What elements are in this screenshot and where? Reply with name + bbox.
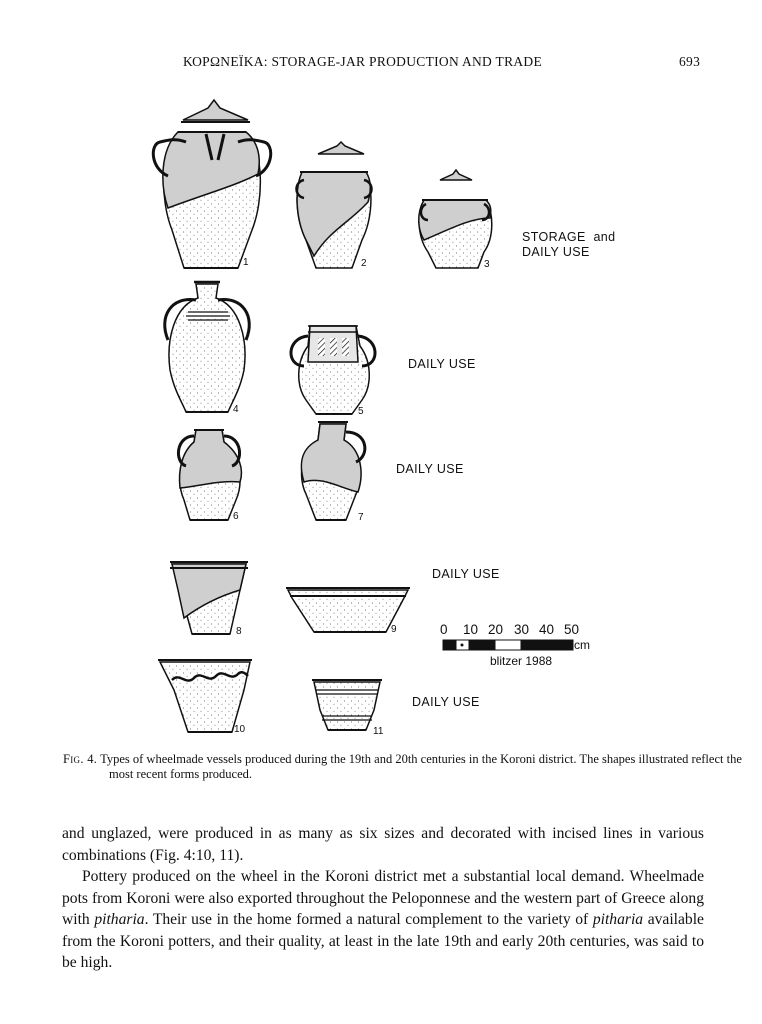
- vessel-number-5: 5: [358, 406, 364, 417]
- scale-tick: 0: [440, 622, 448, 637]
- scale-unit: cm: [574, 638, 590, 652]
- vessel-number-11: 11: [373, 726, 384, 737]
- vessel-3: [419, 170, 492, 268]
- scale-tick: 40: [539, 622, 555, 637]
- scale-tick: 20: [488, 622, 504, 637]
- paragraph-2-part-a: Pottery produced on the wheel in the Koroni district met a substantial local demand. Wheelmade pots from Koroni were also exported throughout the Peloponnese and the western part of Greece along with: [62, 868, 704, 928]
- page-number: 693: [679, 54, 701, 69]
- figure-caption: [63, 752, 754, 782]
- vessel-number-4: 4: [233, 404, 239, 415]
- use-label-row5: DAILY USE: [412, 695, 480, 709]
- paragraph-2-part-b: . Their use in the home formed a natural complement to the variety of: [144, 911, 593, 928]
- vessel-number-3: 3: [484, 259, 490, 270]
- use-label-storage-line2: DAILY USE: [522, 245, 590, 259]
- paragraph-1: and unglazed, were produced in as many as six sizes and decorated with incised lines in various combinations (Fig. 4:10, 11).: [62, 825, 704, 864]
- use-label-row4: DAILY USE: [432, 567, 500, 581]
- use-label-storage-line1: STORAGE and: [522, 230, 616, 244]
- use-label-row2: DAILY USE: [408, 357, 476, 371]
- scale-tick: 50: [564, 622, 580, 637]
- paragraph-2-part-c: available from the Koroni potters, and their quality, at least in the late 19th and early 20th centuries, was said to be high.: [62, 911, 704, 971]
- running-head: [0, 54, 762, 74]
- paragraph-2: [62, 866, 704, 974]
- pitharia-term-1: pitharia: [94, 911, 145, 928]
- caption-label: Fig. 4.: [63, 752, 98, 766]
- vessel-number-6: 6: [233, 511, 239, 522]
- body-text: [62, 823, 704, 974]
- vessel-4: [165, 282, 250, 412]
- scale-tick: 10: [463, 622, 479, 637]
- vessel-2: [297, 142, 372, 268]
- vessel-7: [301, 422, 365, 520]
- caption-text: Types of wheelmade vessels produced during the 19th and 20th centuries in the Koroni district. The shapes illustrated reflect the most recent forms produced.: [100, 752, 742, 781]
- scale-bar: [443, 640, 573, 650]
- vessel-10: [158, 660, 252, 732]
- vessel-drawings: [0, 90, 762, 750]
- figure-4: [0, 90, 762, 750]
- vessel-number-7: 7: [358, 512, 364, 523]
- scale-credit: blitzer 1988: [490, 654, 553, 668]
- vessel-1: [153, 100, 270, 268]
- use-label-row3: DAILY USE: [396, 462, 464, 476]
- vessel-number-9: 9: [391, 624, 397, 635]
- vessel-6: [178, 430, 241, 520]
- vessel-8: [170, 562, 248, 634]
- vessel-5: [291, 326, 375, 414]
- pitharia-term-2: pitharia: [592, 911, 644, 928]
- vessel-number-10: 10: [234, 724, 246, 735]
- vessel-11: [312, 680, 382, 730]
- vessel-number-8: 8: [236, 626, 242, 637]
- vessel-number-1: 1: [243, 257, 249, 268]
- use-label-storage: [522, 230, 616, 260]
- running-title: ΚΟΡΩΝΕΪΚΑ: STORAGE-JAR PRODUCTION AND TRADE: [183, 54, 543, 69]
- scale-tick: 30: [514, 622, 530, 637]
- vessel-number-2: 2: [361, 258, 367, 269]
